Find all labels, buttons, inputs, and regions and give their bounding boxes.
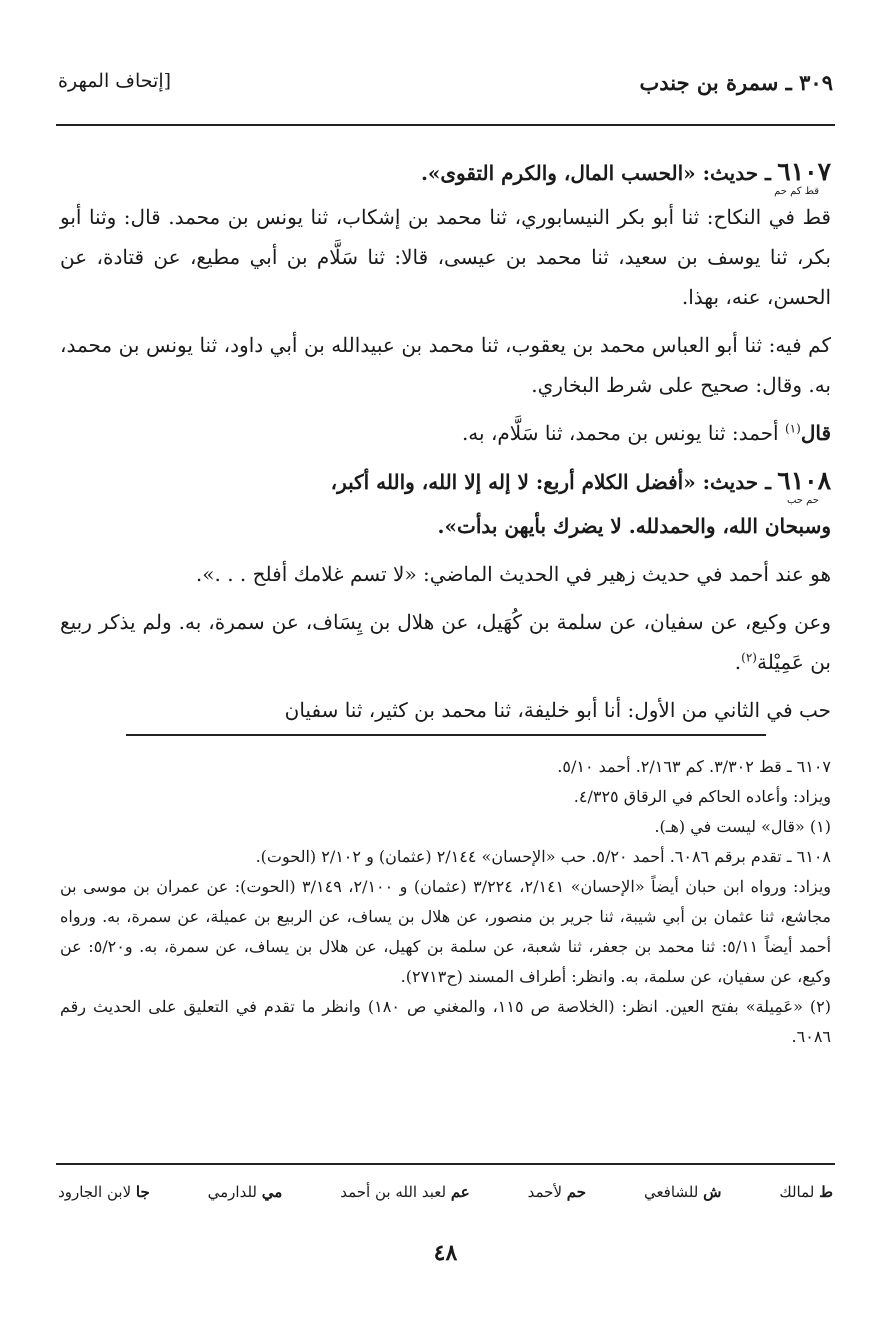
legend-desc: لعبد الله بن أحمد (340, 1183, 447, 1201)
footnote-divider (126, 734, 766, 736)
footnote-6108-addition: ويزاد: ورواه ابن حبان أيضاً «الإحسان» ٢/١٤١، ٣/٢٢٤ (عثمان) و ٢/١٠٠، ٣/١٤٩ (الحوت): عن عمران بن موسى بن مجاشع، ثنا عثمان بن أبي شيبة، ثنا جرير بن منصور، عن هلال بن يساف، عن الربيع بن عميلة، عن سمرة، به. ورواه أحمد أيضاً ٥/١١: ثنا محمد بن جعفر، ثنا شعبة، عن سلمة بن كهيل، عن هلال بن يساف، عن سمرة، به. و٥/٢٠: عن وكيع، عن سفيان، عن سلمة، به. وانظر: أطراف المسند (ح٢٧١٣). (60, 877, 832, 986)
legend-item (779, 1183, 833, 1201)
footnotes (60, 752, 831, 1052)
legend-code: عم (450, 1183, 470, 1201)
header-divider (56, 124, 835, 126)
hadith-6108-para-1: هو عند أحمد في حديث زهير في الحديث الماضي: «لا تسم غلامك أفلح . . .». (195, 562, 831, 586)
legend-item (528, 1183, 586, 1201)
page-number: ٤٨ (433, 1240, 458, 1266)
hadith-6107-isnad-1: قط في النكاح: ثنا أبو بكر النيسابوري، ثنا محمد بن إشكاب، ثنا يونس بن محمد. قال: وثنا أبو بكر، ثنا يوسف بن سعيد، ثنا محمد بن عيسى، قالا: ثنا سَلَّام بن أبي مطيع، عن قتادة، عن الحسن، عنه، بهذا. (60, 205, 831, 309)
main-text (60, 152, 831, 730)
footnote-6107-addition: ويزاد: وأعاده الحاكم في الرقاق ٤/٣٢٥. (573, 787, 831, 806)
legend-desc: لمالك (779, 1183, 815, 1201)
legend-item (58, 1183, 150, 1201)
legend-item (340, 1183, 470, 1201)
footnote-ref-1[interactable]: (١) (784, 421, 801, 436)
legend-divider (56, 1163, 835, 1165)
running-header (58, 70, 833, 110)
legend-code: ش (703, 1183, 722, 1201)
legend-code: حم (566, 1183, 587, 1201)
legend-desc: للشافعي (643, 1183, 699, 1201)
hadith-text: ـ حديث: «أفضل الكلام أربع: لا إله إلا الله، والله أكبر، (330, 470, 771, 494)
hadith-text: ـ حديث: «الحسب المال، والكرم التقوى». (420, 161, 771, 185)
hadith-sigla: قط كم حم (774, 186, 819, 197)
isnad-text: وعن وكيع، عن سفيان، عن سلمة بن كُهَيل، عن هلال بن يِسَاف، عن سمرة، به. ولم يذكر ربيع بن عَمِيْلة (60, 610, 831, 674)
footnote-6107: ٦١٠٧ ـ قط ٣/٣٠٢. كم ٢/١٦٣. أحمد ٥/١٠. (557, 757, 831, 776)
isnad-text: أحمد: ثنا يونس بن محمد، ثنا سَلَّام، به. (461, 421, 785, 445)
legend-code: جا (135, 1183, 150, 1201)
hadith-number: ٦١٠٧ (777, 157, 831, 186)
header-book-name: [إتحاف المهرة (58, 70, 172, 92)
hadith-6108-para-3: حب في الثاني من الأول: أنا أبو خليفة، ثنا محمد بن كثير، ثنا سفيان (284, 698, 831, 722)
hadith-number: ٦١٠٨ (777, 466, 831, 495)
legend-desc: لابن الجارود (58, 1183, 132, 1201)
qala-word: قال (800, 421, 831, 445)
legend-code: ط (819, 1183, 833, 1201)
header-title: ٣٠٩ ـ سمرة بن جندب (639, 70, 833, 95)
footnote-ref-2[interactable]: (٢) (741, 650, 757, 665)
footnote-6108: ٦١٠٨ ـ تقدم برقم ٦٠٨٦. أحمد ٥/٢٠. حب «الإحسان» ٢/١٤٤ (عثمان) و ٢/١٠٢ (الحوت). (255, 847, 831, 866)
hadith-6108-text-cont: وسبحان الله، والحمدلله. لا يضرك بأيهن بدأت». (437, 514, 831, 538)
hadith-6107-isnad-3 (60, 413, 831, 453)
footnote-1: (١) «قال» ليست في (هـ). (654, 817, 831, 836)
legend-desc: لأحمد (527, 1183, 563, 1201)
footnote-2: (٢) «عَمِيلة» بفتح العين. انظر: (الخلاصة ص ١١٥، والمغني ص ١٨٠) وانظر ما تقدم في التعليق على الحديث رقم ٦٠٨٦. (60, 997, 832, 1046)
hadith-sigla: حم حب (786, 495, 819, 506)
legend-item (644, 1183, 722, 1201)
hadith-6108-para-2: وعن وكيع، عن سفيان، عن سلمة بن كُهَيل، عن هلال بن يِسَاف، عن سمرة، به. ولم يذكر ربيع بن عَمِيْلة$^{(٢)}$. (60, 610, 831, 674)
legend-desc: للدارمي (207, 1183, 257, 1201)
abbreviation-legend (58, 1183, 833, 1201)
legend-item (208, 1183, 283, 1201)
legend-code: مي (261, 1183, 283, 1201)
hadith-6107-isnad-2: كم فيه: ثنا أبو العباس محمد بن يعقوب، ثنا محمد بن عبيدالله بن أبي داود، ثنا يونس بن محمد، به. وقال: صحيح على شرط البخاري. (60, 333, 831, 397)
